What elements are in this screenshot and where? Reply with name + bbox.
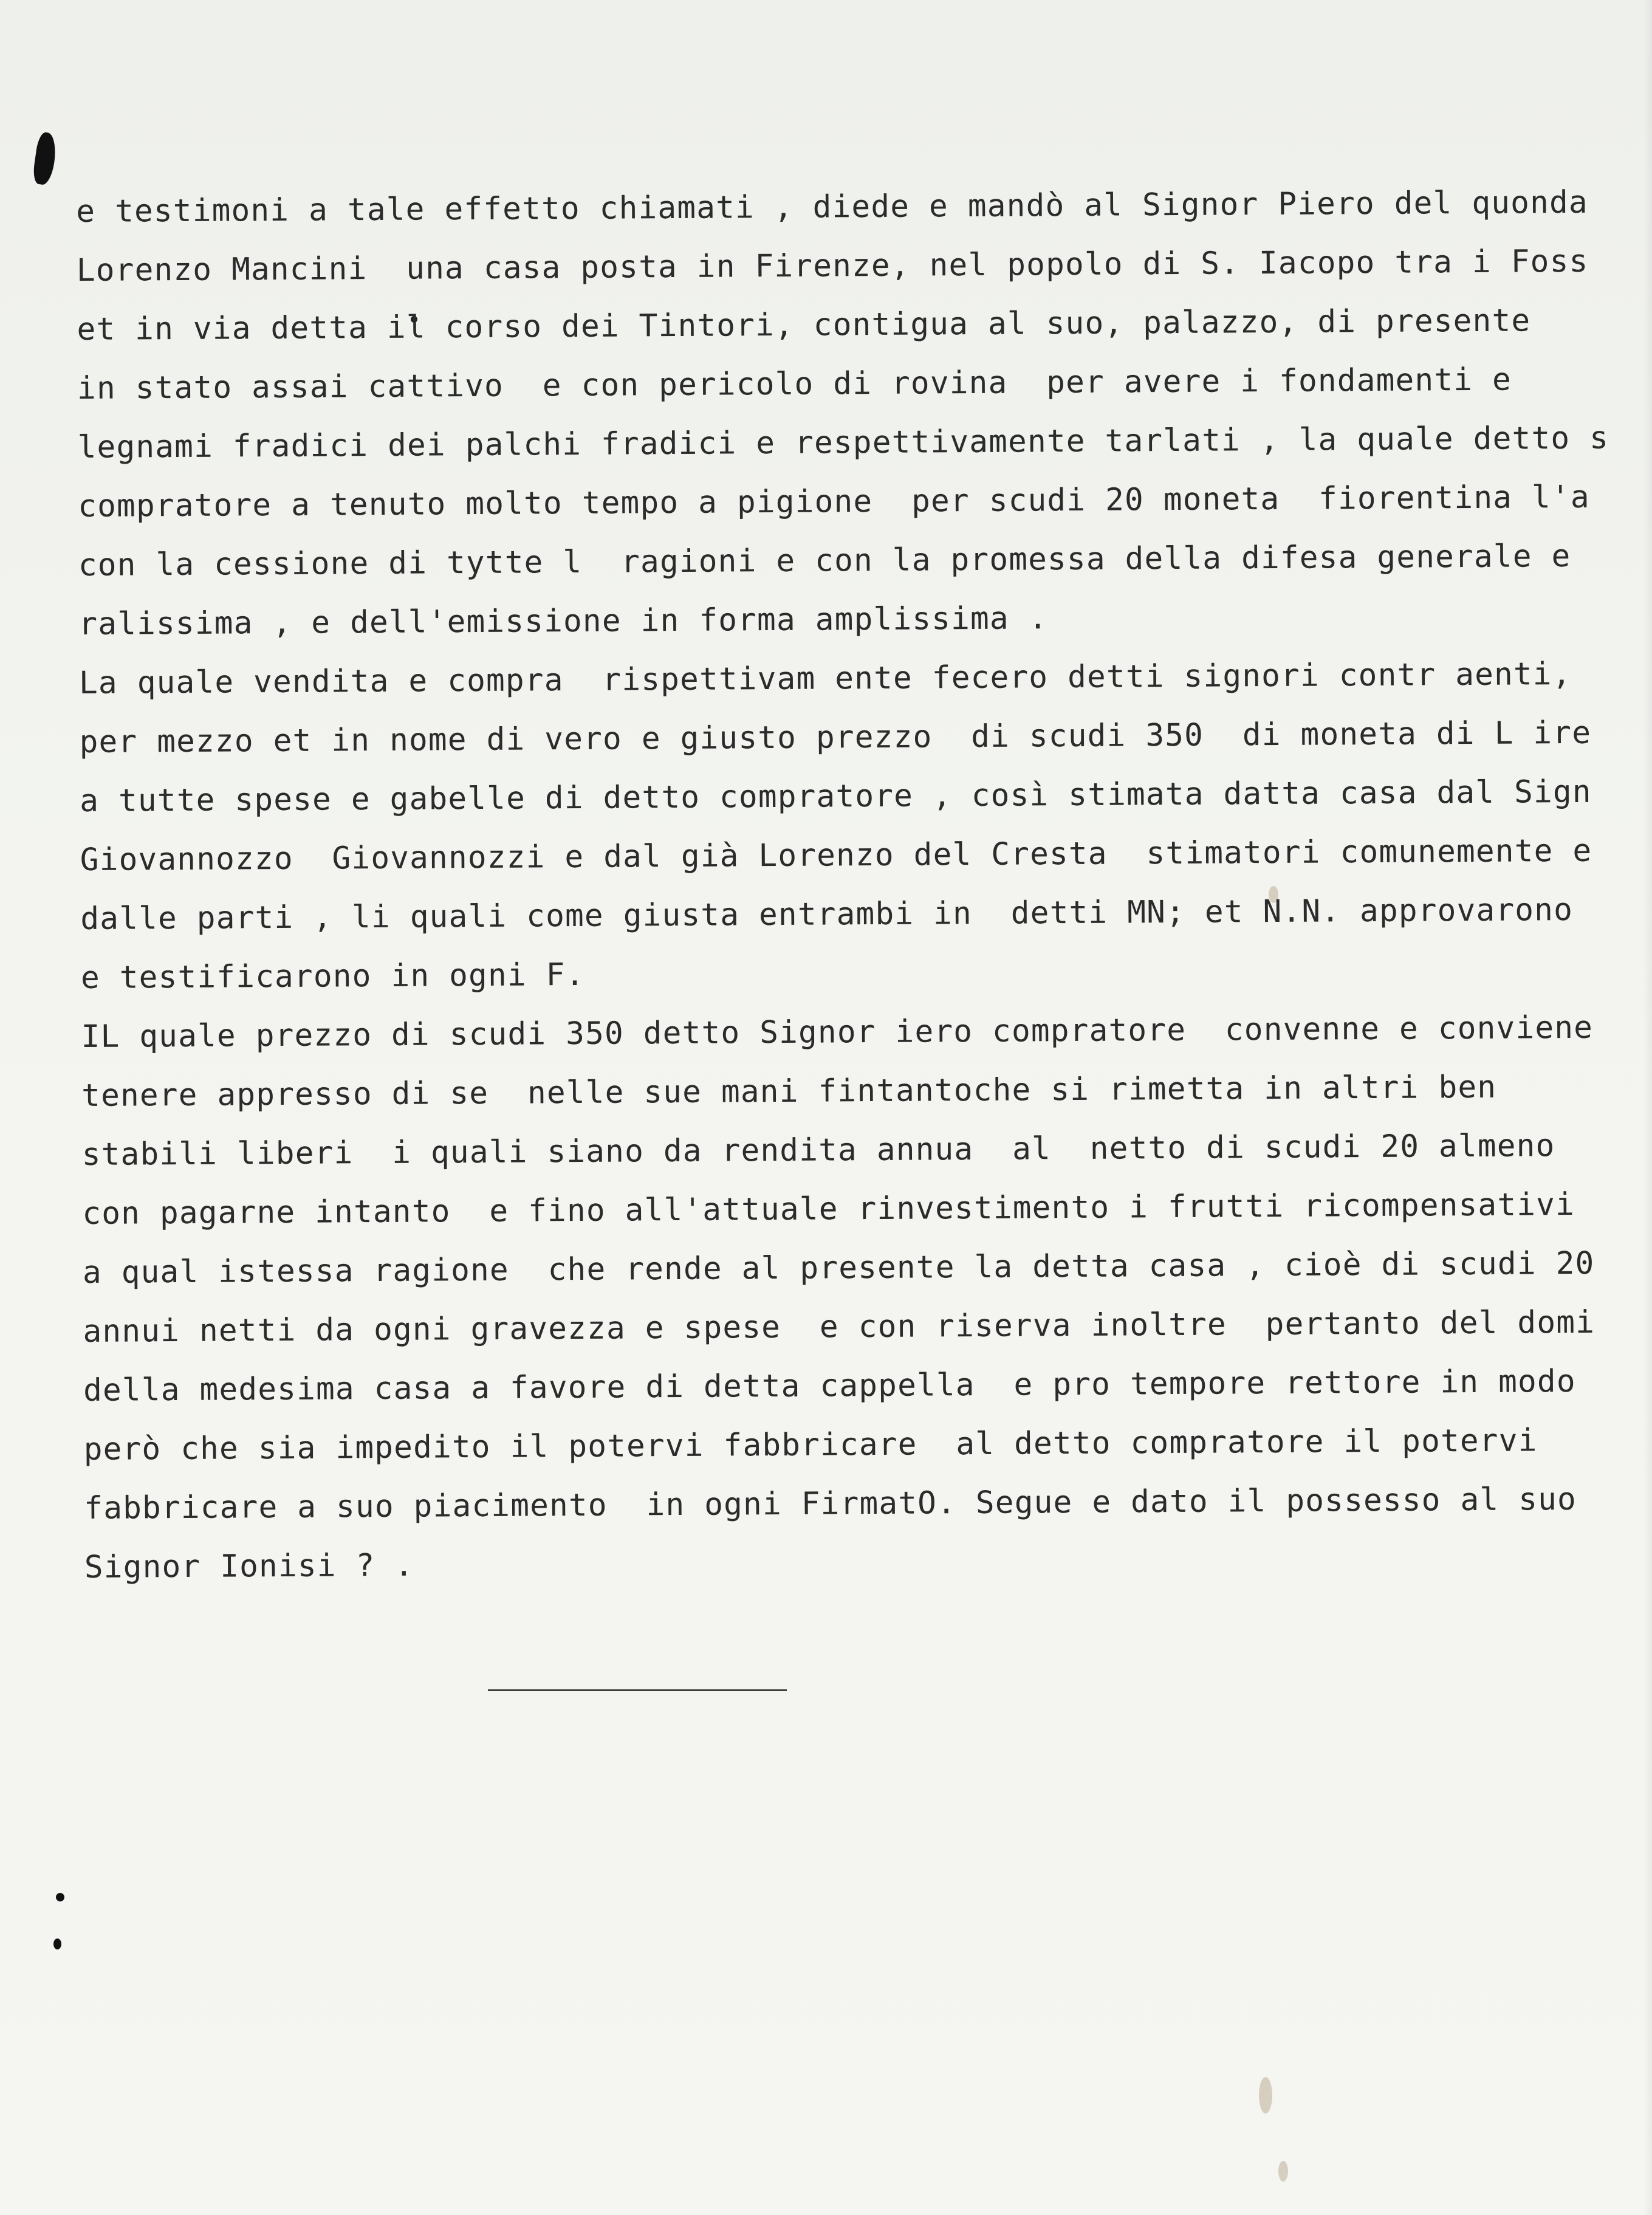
text-line: dalle parti , li quali come giusta entrambi in detti MN; et N.N. approvarono <box>80 891 1574 937</box>
text-line: annui netti da ogni gravezza e spese e con riserva inoltre pertanto del domi <box>83 1304 1595 1350</box>
text-line: ralissima , e dell'emissione in forma amplissima . <box>78 600 1048 642</box>
end-rule-divider <box>488 1689 787 1691</box>
typed-text-body <box>76 173 1652 1597</box>
text-line: stabili liberi i quali siano da rendita annua al netto di scudi 20 almeno <box>81 1128 1555 1173</box>
punch-hole-mark <box>56 1893 64 1901</box>
text-line: però che sia impedito il potervi fabbricare al detto compratore il potervi <box>83 1423 1538 1468</box>
text-line: fabbricare a suo piacimento in ogni FirmatO. Segue e dato il possesso al suo <box>84 1481 1577 1526</box>
text-line: Signor Ionisi ? . <box>84 1547 414 1585</box>
text-line: a qual istessa ragione che rende al presente la detta casa , cioè di scudi 20 <box>82 1245 1595 1291</box>
text-line: tenere appresso di se nelle sue mani fintantoche si rimetta in altri ben <box>81 1069 1497 1114</box>
paper-stain <box>1259 2077 1272 2114</box>
text-line: con pagarne intanto e fino all'attuale rinvestimento i frutti ricompensativi <box>82 1186 1575 1232</box>
text-line: per mezzo et in nome di vero e giusto prezzo di scudi 350 di moneta di L ire <box>79 715 1592 760</box>
text-line: La quale vendita e compra rispettivam ente fecero detti signori contr aenti, <box>78 656 1572 701</box>
text-line: a tutte spese e gabelle di detto compratore , così stimata datta casa dal Sign <box>80 774 1592 819</box>
text-line: legnami fradici dei palchi fradici e respettivamente tarlati , la quale detto s <box>77 420 1609 465</box>
paper-stain <box>1278 2161 1288 2182</box>
text-line: e testificarono in ogni F. <box>80 956 585 996</box>
ink-blot <box>32 131 58 186</box>
text-line: Lorenzo Mancini una casa posta in Firenze, nel popolo di S. Iacopo tra i Foss <box>76 243 1589 289</box>
text-line: et in via detta il corso dei Tintori, contigua al suo, palazzo, di presente <box>77 303 1531 348</box>
text-line: con la cessione di tytte l ragioni e con la promessa della difesa generale e <box>78 538 1571 583</box>
punch-hole-mark <box>53 1939 61 1949</box>
text-line: Giovannozzo Giovannozzi e dal già Lorenzo del Cresta stimatori comunemente e <box>80 833 1592 878</box>
text-line: e testimoni a tale effetto chiamati , diede e mandò al Signor Piero del quonda <box>76 184 1588 230</box>
text-line: compratore a tenuto molto tempo a pigione per scudi 20 moneta fiorentina l'a <box>78 479 1590 524</box>
text-line: della medesima casa a favore di detta cappella e pro tempore rettore in modo <box>83 1363 1576 1409</box>
page-edge <box>1643 0 1652 2215</box>
text-line: IL quale prezzo di scudi 350 detto Signor iero compratore convenne e conviene <box>81 1009 1594 1055</box>
text-line: in stato assai cattivo e con pericolo di rovina per avere i fondamenti e <box>77 362 1512 407</box>
